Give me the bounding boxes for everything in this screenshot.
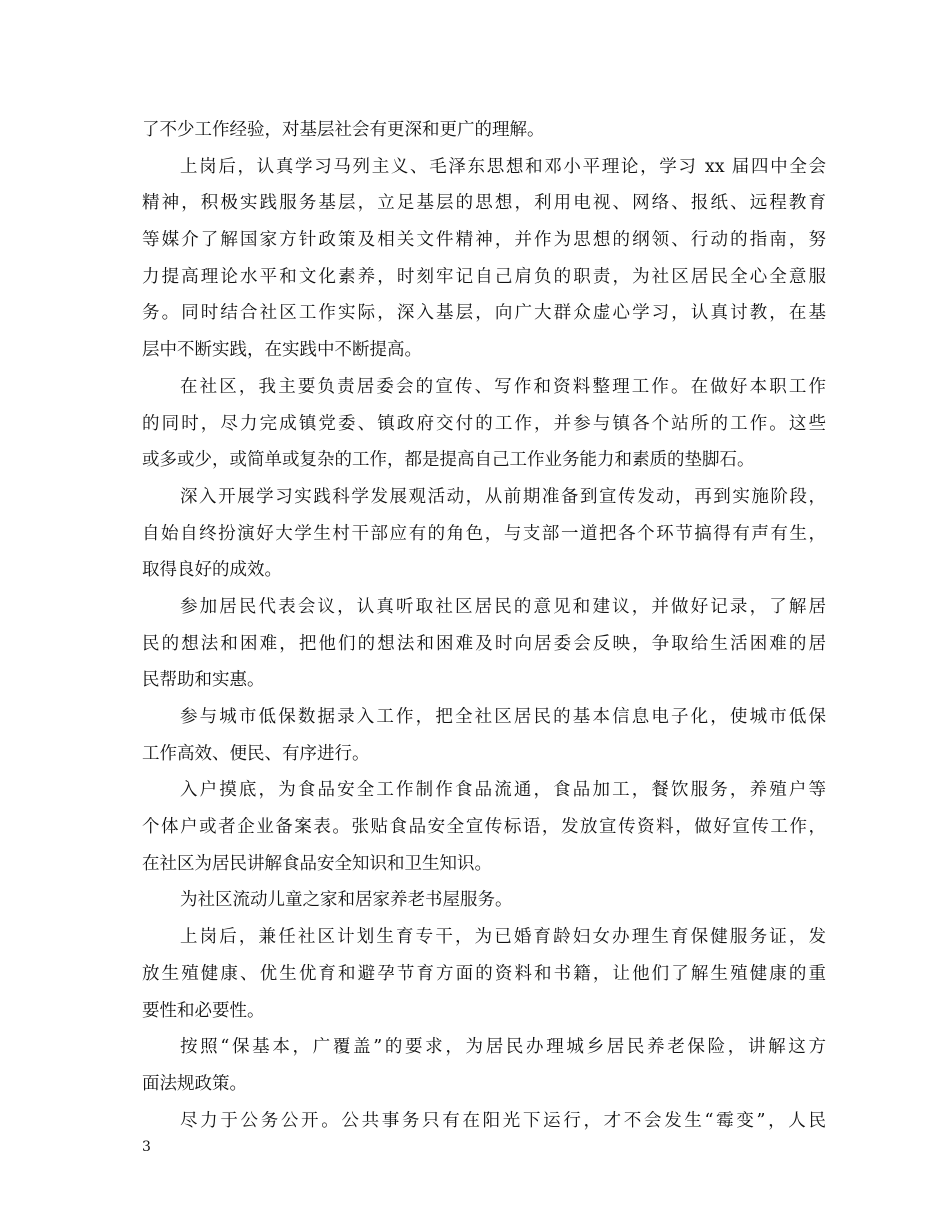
text-line: 务。同时结合社区工作实际，深入基层，向广大群众虚心学习，认真讨教，在基	[142, 303, 826, 324]
text-line: 自始自终扮演好大学生村干部应有的角色，与支部一道把各个环节搞得有声有生，	[142, 523, 826, 544]
text-line: 放生殖健康、优生优育和避孕节育方面的资料和书籍，让他们了解生殖健康的重	[142, 963, 826, 984]
text-line: 要性和必要性。	[142, 1000, 265, 1021]
text-line: 了不少工作经验，对基层社会有更深和更广的理解。	[142, 120, 545, 140]
text-line: 或多或少，或简单或复杂的工作，都是提高自己工作业务能力和素质的垫脚石。	[142, 450, 755, 471]
text-line: 力提高理论水平和文化素养，时刻牢记自己肩负的职责，为社区居民全心全意服	[142, 266, 826, 287]
text-line: 取得良好的成效。	[142, 560, 282, 581]
text-line: 的同时，尽力完成镇党委、镇政府交付的工作，并参与镇各个站所的工作。这些	[142, 413, 826, 434]
text-line: 精神，积极实践服务基层，立足基层的思想，利用电视、网络、报纸、远程教育	[142, 193, 826, 214]
document-body	[142, 112, 826, 1139]
text-line: 上岗后，兼任社区计划生育专干，为已婚育龄妇女办理生育保健服务证，发	[180, 927, 826, 948]
text-line: 上岗后，认真学习马列主义、毛泽东思想和邓小平理论，学习 xx 届四中全会	[180, 156, 826, 177]
text-line: 深入开展学习实践科学发展观活动，从前期准备到宣传发动，再到实施阶段，	[180, 486, 826, 507]
text-line: 尽力于公务公开。公共事务只有在阳光下运行，才不会发生“霉变”，人民	[180, 1110, 826, 1131]
text-line: 参加居民代表会议，认真听取社区居民的意见和建议，并做好记录，了解居	[180, 596, 826, 617]
text-line: 在社区为居民讲解食品安全知识和卫生知识。	[142, 853, 492, 874]
page-number: 3	[142, 1139, 151, 1155]
text-line: 个体户或者企业备案表。张贴食品安全宣传标语，发放宣传资料，做好宣传工作，	[142, 817, 826, 838]
text-line: 工作高效、便民、有序进行。	[142, 743, 370, 764]
text-line: 民帮助和实惠。	[142, 670, 265, 691]
text-line: 民的想法和困难，把他们的想法和困难及时向居委会反映，争取给生活困难的居	[142, 633, 826, 654]
text-line: 面法规政策。	[142, 1073, 247, 1094]
text-line: 为社区流动儿童之家和居家养老书屋服务。	[180, 890, 513, 911]
text-line: 等媒介了解国家方针政策及相关文件精神，并作为思想的纲领、行动的指南，努	[142, 230, 826, 251]
text-line: 层中不断实践，在实践中不断提高。	[142, 340, 422, 361]
text-line: 入户摸底，为食品安全工作制作食品流通，食品加工，餐饮服务，养殖户等	[180, 780, 826, 801]
text-line: 在社区，我主要负责居委会的宣传、写作和资料整理工作。在做好本职工作	[180, 376, 826, 397]
text-line: 按照“保基本，广覆盖”的要求，为居民办理城乡居民养老保险，讲解这方	[180, 1037, 826, 1058]
text-line: 参与城市低保数据录入工作，把全社区居民的基本信息电子化，使城市低保	[180, 707, 826, 727]
